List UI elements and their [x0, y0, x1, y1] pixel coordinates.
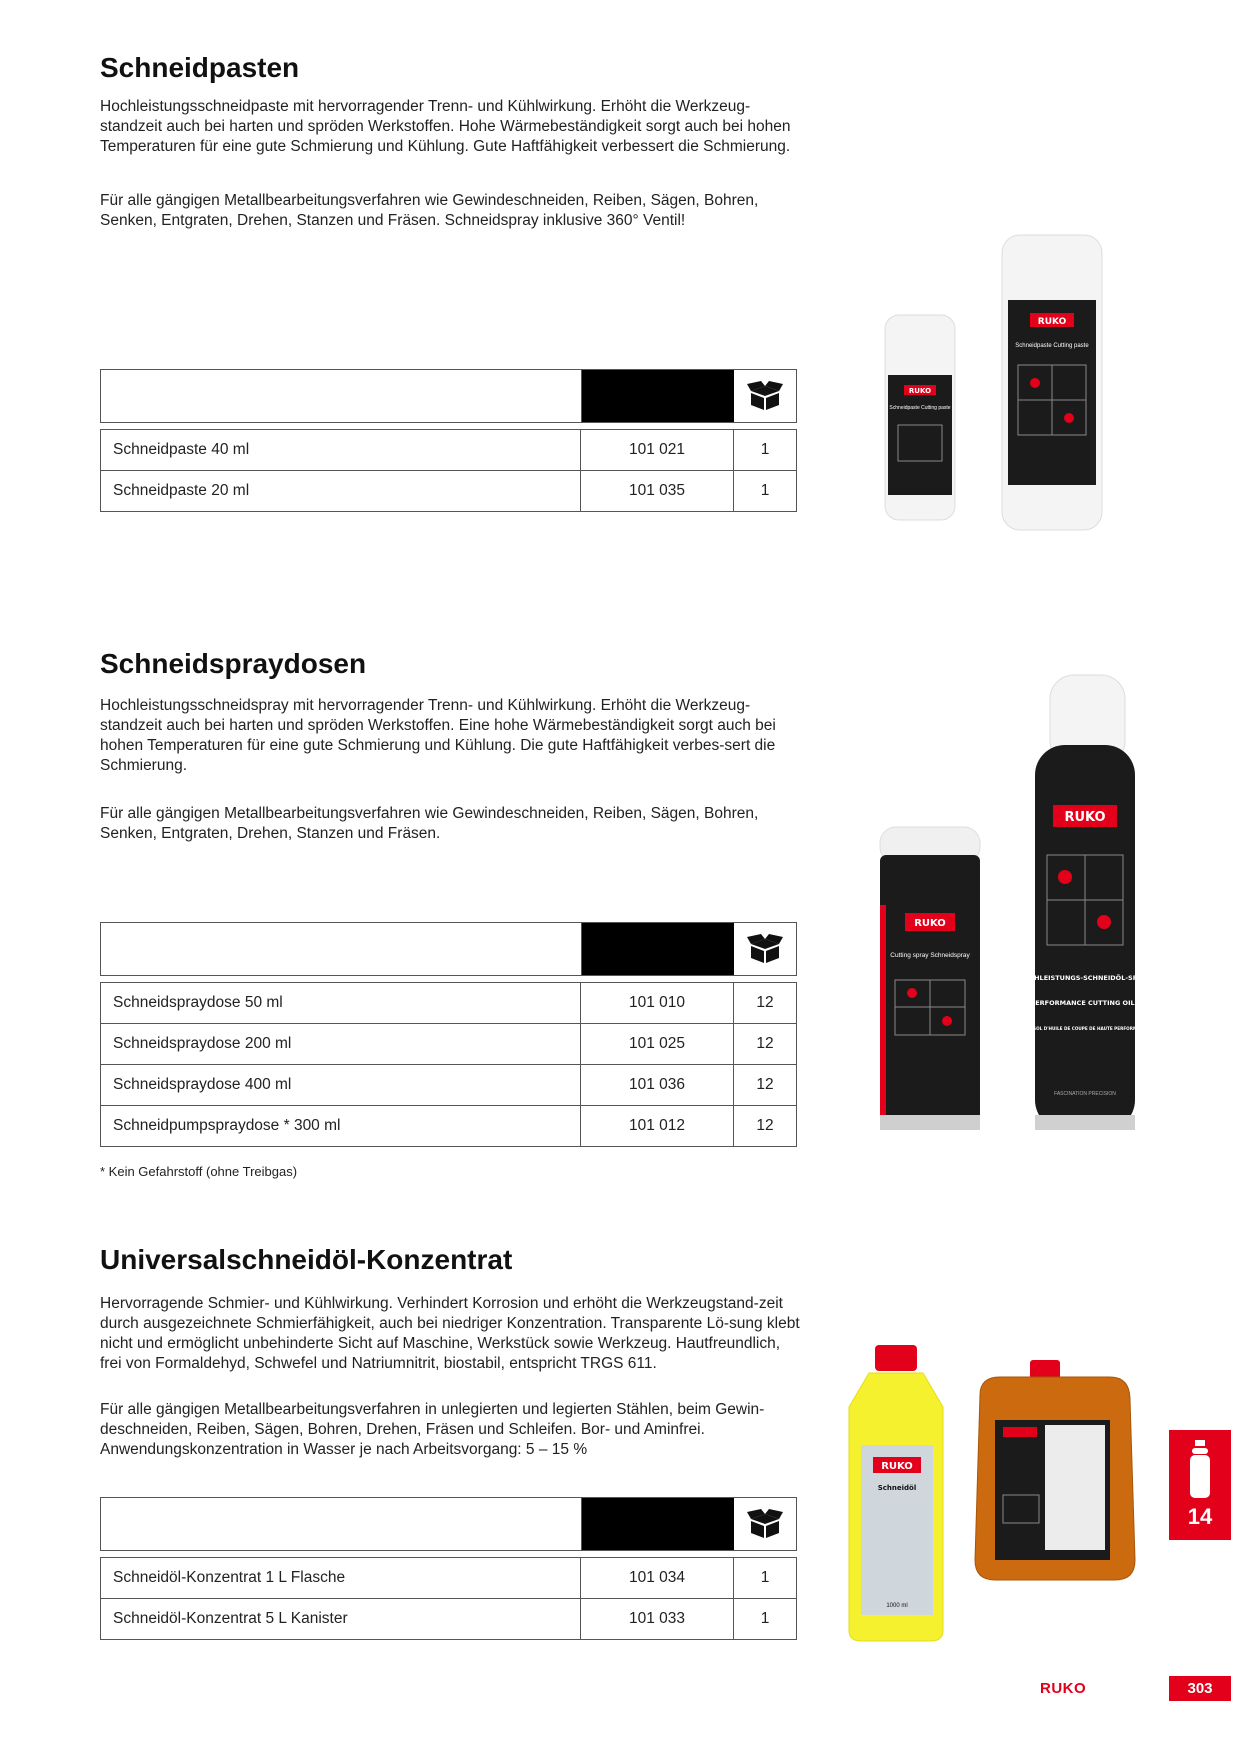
box-icon: [747, 934, 783, 964]
product-name: Schneidöl-Konzentrat 1 L Flasche: [101, 1558, 581, 1598]
product-label: HOCHLEISTUNGS-SCHNEIDÖL-SPRAY: [1018, 974, 1152, 982]
product-label-fr: AÉROSOL D'HUILE DE COUPE DE HAUTE PERFORMANCE: [1020, 1026, 1150, 1031]
section-description: Hochleistungsschneidspray mit hervorragender Trenn- und Kühlwirkung. Erhöht die Werkzeug-standzeit auch bei harten und spröden Werkstoffen. Eine hohe Wärmebeständigkeit sorgt auch bei hohen Temperaturen für eine gute Schmierung und Kühlung. Die gute Haftfähigkeit verbes-sert die Schmierung.: [100, 697, 776, 774]
brand-label: RUKO: [1064, 810, 1106, 825]
product-label: Schneidöl: [877, 1484, 917, 1492]
section-description: Für alle gängigen Metallbearbeitungsverfahren wie Gewindeschneiden, Reiben, Sägen, Bohren, Senken, Entgraten, Drehen, Stanzen und Fräsen. Schneidspray inklusive 360° Ventil!: [100, 192, 759, 229]
table-row: [101, 1024, 796, 1065]
table-row: [101, 1065, 796, 1106]
section-title-schneidspraydosen: Schneidspraydosen: [100, 648, 367, 679]
chapter-tab: [1169, 1430, 1231, 1540]
package-quantity: 12: [756, 1035, 774, 1052]
package-quantity: 1: [760, 1569, 770, 1586]
table-row: [101, 983, 796, 1024]
product-label-en: HIGH PERFORMANCE CUTTING OIL SPRAY: [1009, 999, 1161, 1007]
table-row: [101, 430, 796, 471]
section-description: Für alle gängigen Metallbearbeitungsverfahren in unlegierten und legierten Stählen, beim Gewin-deschneiden, Reiben, Sägen, Bohren, Drehen, Fräsen und Schleifen. Bor- und Aminfrei. Anwendungskonzentration in Wasser je nach Arbeitsvorgang: 5 – 15 %: [100, 1401, 765, 1458]
package-quantity: 12: [756, 994, 774, 1011]
table-header: [100, 1497, 797, 1551]
brand-label: RUKO: [881, 1461, 913, 1472]
product-label: Cutting spray Schneidspray: [890, 952, 970, 959]
product-name: Schneidöl-Konzentrat 5 L Kanister: [101, 1599, 581, 1639]
header-black-cell: [582, 923, 734, 975]
section-title-universalschneidoel: Universalschneidöl-Konzentrat: [100, 1244, 513, 1275]
product-label: Schneidpaste Cutting paste: [1015, 343, 1089, 349]
article-number: 101 033: [581, 1599, 734, 1639]
product-table-schneidspraydosen: [100, 922, 797, 1147]
article-number: 101 034: [581, 1558, 734, 1598]
product-image-cutting-spray: [875, 675, 1161, 1140]
page-number: 303: [1169, 1676, 1231, 1701]
package-quantity: 12: [756, 1076, 774, 1093]
product-image-cutting-paste: [880, 235, 1110, 535]
table-header: [100, 922, 797, 976]
product-label: Schneidpaste Cutting paste: [889, 405, 951, 411]
header-black-cell: [582, 1498, 734, 1550]
product-name: Schneidspraydose 400 ml: [101, 1065, 581, 1105]
section-description: Hochleistungsschneidpaste mit hervorragender Trenn- und Kühlwirkung. Erhöht die Werkzeug-standzeit auch bei harten und spröden Werkstoffen. Hohe Wärmebeständigkeit sorgt auch bei hohen Temperaturen für eine gute Schmierung und Kühlung. Gute Haftfähigkeit verbessert die Schmierung.: [100, 98, 791, 155]
table-row: [101, 471, 796, 512]
package-quantity: 1: [760, 441, 770, 458]
package-quantity: 12: [756, 1117, 774, 1134]
box-icon: [747, 1509, 783, 1539]
brand-slogan: FASCINATION PRECISION: [1054, 1091, 1116, 1097]
brand-label: RUKO: [914, 918, 946, 929]
table-row: [101, 1599, 796, 1640]
table-header: [100, 369, 797, 423]
product-name: Schneidpaste 20 ml: [101, 471, 581, 511]
article-number: 101 012: [581, 1106, 734, 1146]
article-number: 101 035: [581, 471, 734, 511]
article-number: 101 036: [581, 1065, 734, 1105]
product-image-cutting-oil: [845, 1345, 1145, 1645]
product-name: Schneidspraydose 50 ml: [101, 983, 581, 1023]
article-number: 101 025: [581, 1024, 734, 1064]
brand-label: RUKO: [1037, 317, 1067, 327]
spray-can-icon: [1189, 1440, 1211, 1498]
product-name: Schneidspraydose 200 ml: [101, 1024, 581, 1064]
product-name: Schneidpumpspraydose * 300 ml: [101, 1106, 581, 1146]
product-table-universalschneidoel: [100, 1497, 797, 1640]
article-number: 101 021: [581, 430, 734, 470]
volume-label: 1000 ml: [886, 1603, 908, 1609]
chapter-number: 14: [1187, 1504, 1213, 1529]
table-row: [101, 1558, 796, 1599]
product-table-schneidpasten: [100, 369, 797, 512]
footer-brand-logo: RUKO: [1040, 1680, 1087, 1697]
article-number: 101 010: [581, 983, 734, 1023]
brand-label: RUKO: [908, 387, 932, 395]
header-black-cell: [582, 370, 734, 422]
section-title-schneidpasten: Schneidpasten: [100, 52, 300, 83]
section-description: Hervorragende Schmier- und Kühlwirkung. Verhindert Korrosion und erhöht die Werkzeugstand-zeit durch ausgezeichnete Schmierfähigkeit, auch bei niedriger Konzentration. Transparente Lö-sung klebt nicht und ermöglicht unbehinderte Sicht auf Maschine, Werkstück sowie Werkzeug. Hautfreundlich, frei von Formaldehyd, Schwefel und Natriumnitrit, biostabil, entspricht TRGS 611.: [100, 1295, 800, 1372]
table-row: [101, 1106, 796, 1147]
package-quantity: 1: [760, 1610, 770, 1627]
package-quantity: 1: [760, 482, 770, 499]
footnote: * Kein Gefahrstoff (ohne Treibgas): [100, 1164, 298, 1179]
box-icon: [747, 381, 783, 411]
product-name: Schneidpaste 40 ml: [101, 430, 581, 470]
section-description: Für alle gängigen Metallbearbeitungsverfahren wie Gewindeschneiden, Reiben, Sägen, Bohren, Senken, Entgraten, Drehen, Stanzen und Fräsen.: [100, 805, 759, 842]
